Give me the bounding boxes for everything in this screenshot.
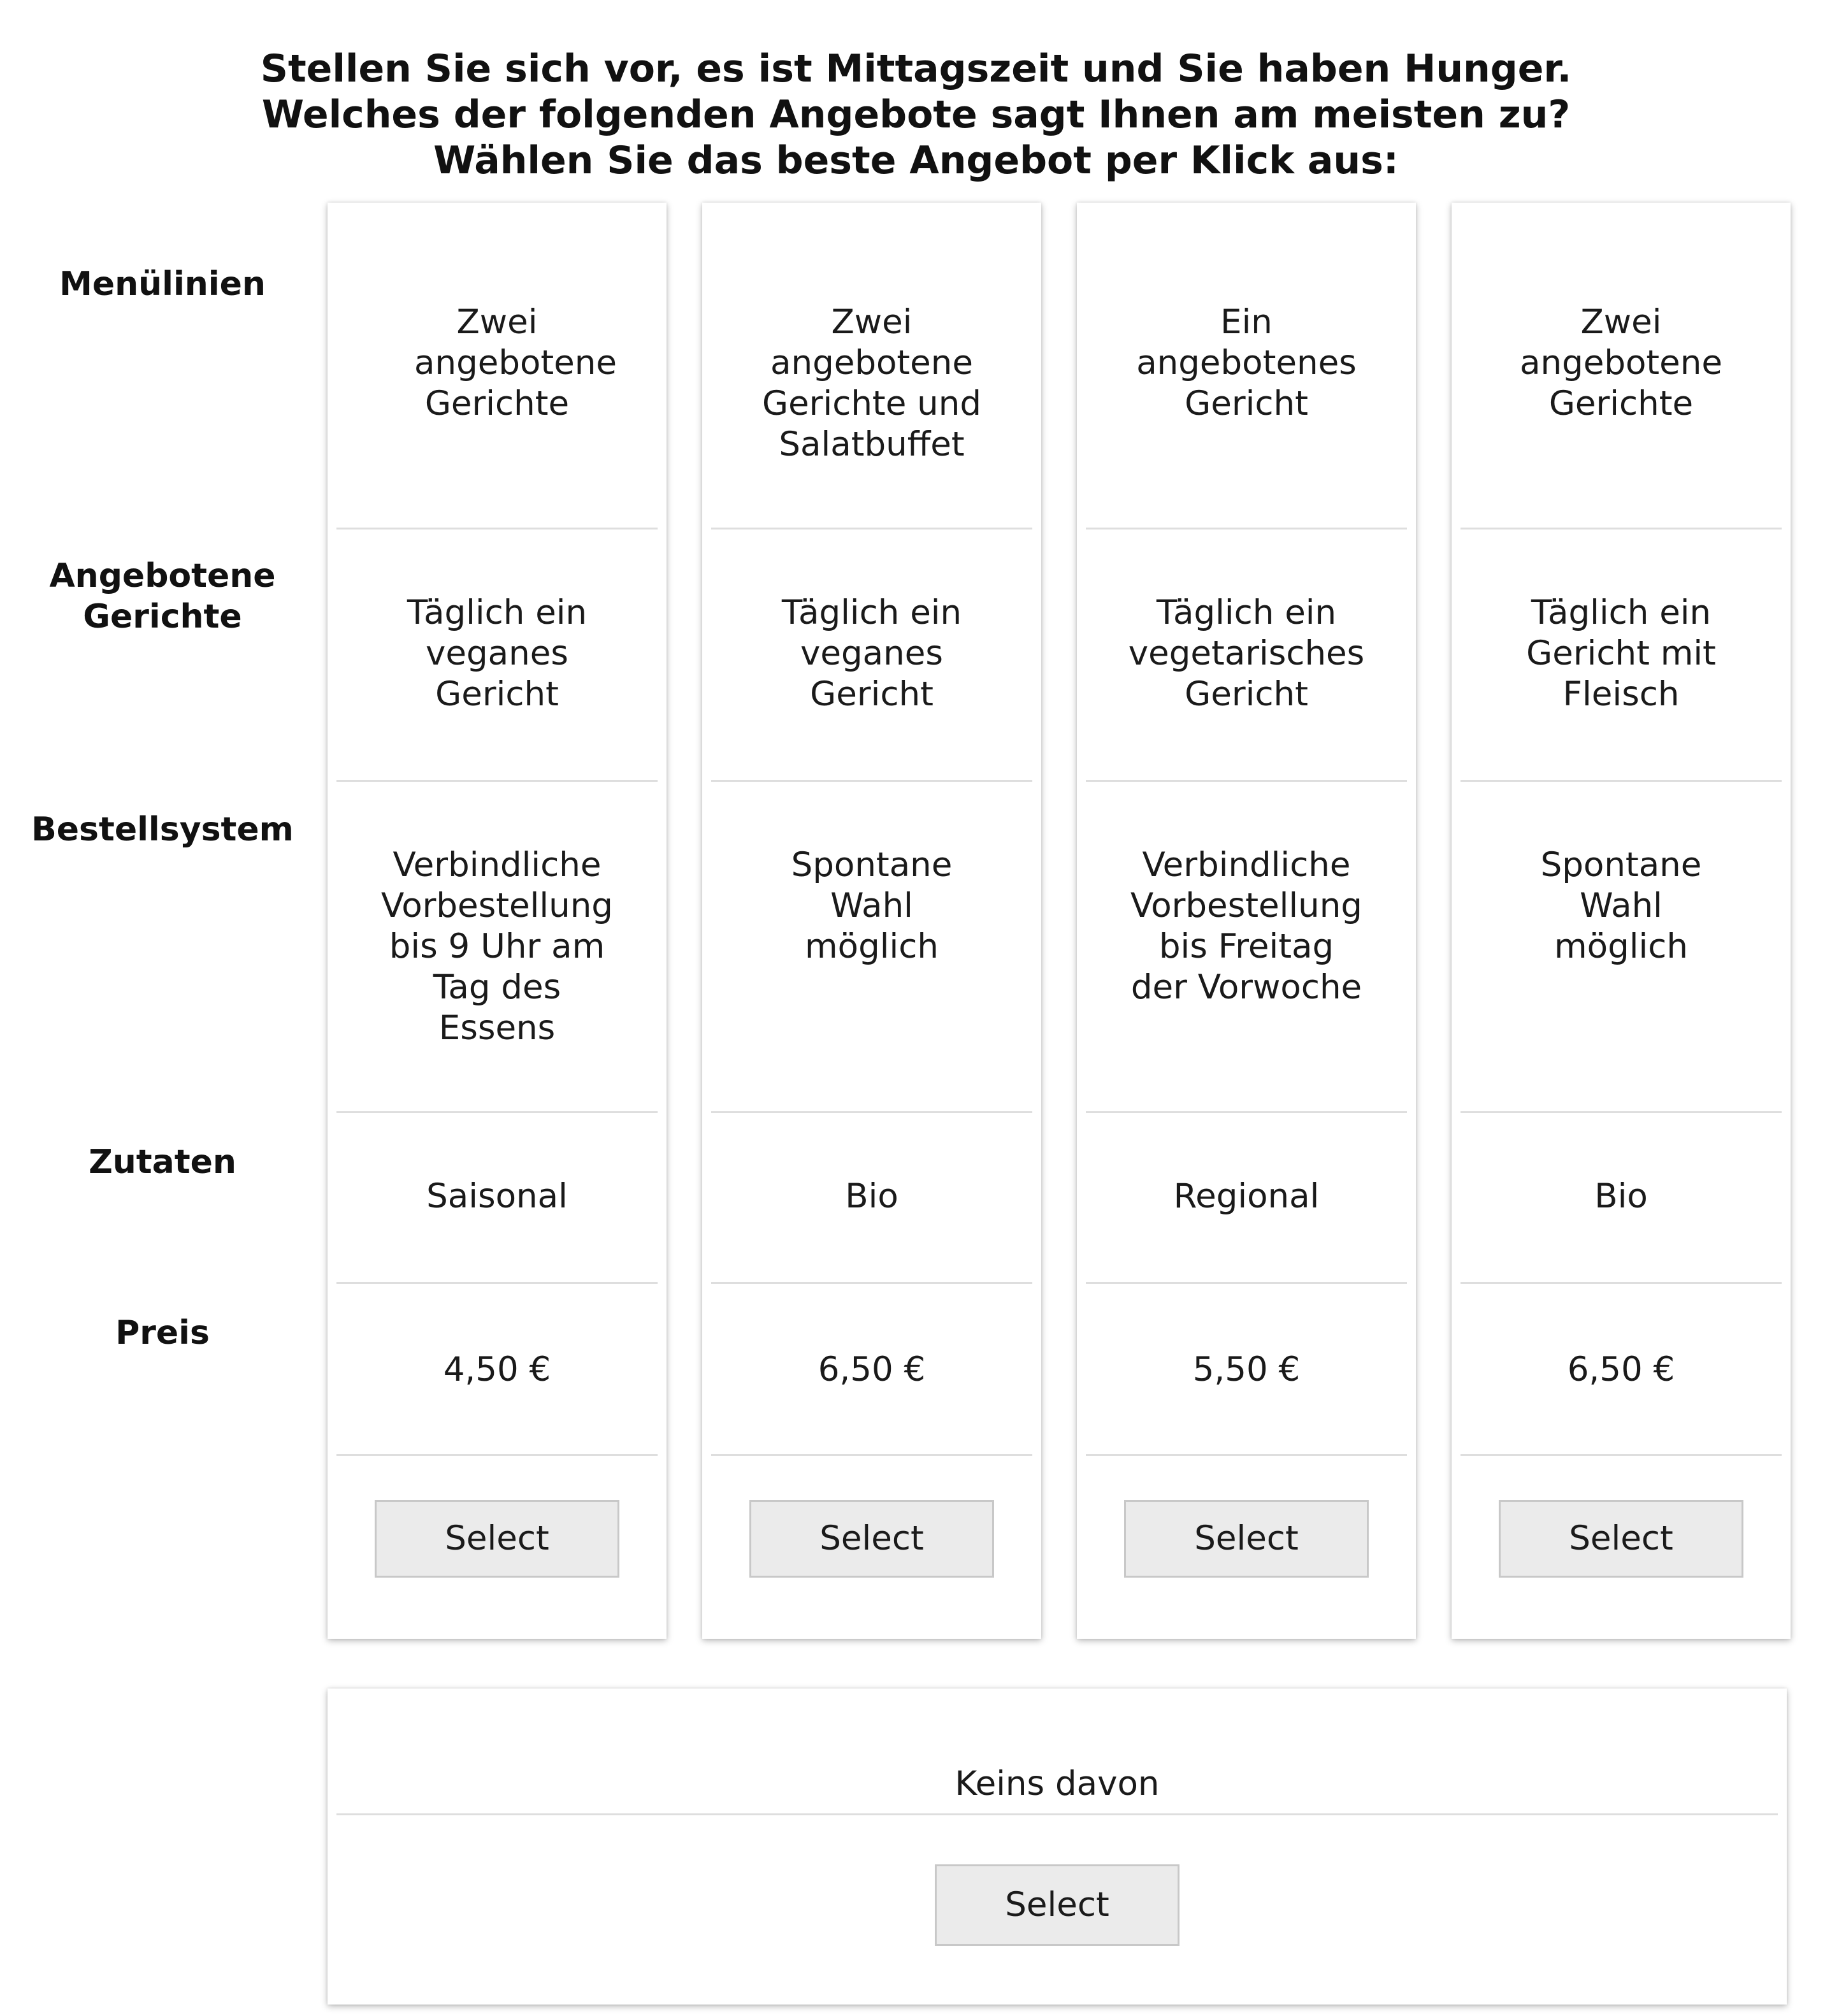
select-option-1-button[interactable]: Select <box>375 1500 619 1578</box>
ordering-value: Verbindliche Vorbestellung bis 9 Uhr am Tag des Essens <box>381 846 613 1048</box>
divider <box>336 1111 658 1113</box>
question-line: Stellen Sie sich vor, es ist Mittagszeit und Sie haben Hunger. <box>260 47 1572 91</box>
price-value: 6,50 € <box>1567 1350 1675 1389</box>
dishes-value: Täglich ein Gericht mit Fleisch <box>1526 593 1716 714</box>
menu-lines-value: Zwei angebotene Gerichte <box>414 303 617 423</box>
ingredients-value: Bio <box>1594 1177 1648 1216</box>
divider <box>336 780 658 782</box>
option-card-4 <box>1452 203 1791 1639</box>
none-option-label: Keins davon <box>955 1764 1160 1803</box>
menu-lines-value: Ein angebotenes Gericht <box>1136 303 1357 423</box>
divider <box>336 528 658 529</box>
attribute-label-dishes: Angebotene Gerichte <box>49 557 276 636</box>
divider <box>1086 780 1407 782</box>
divider <box>711 780 1032 782</box>
attribute-label-ingredients: Zutaten <box>89 1143 236 1181</box>
divider <box>336 1282 658 1284</box>
ordering-value: Spontane Wahl möglich <box>791 846 953 966</box>
dishes-value: Täglich ein veganes Gericht <box>407 593 588 714</box>
price-value: 5,50 € <box>1192 1350 1301 1389</box>
question-text <box>0 46 1832 184</box>
ordering-value: Verbindliche Vorbestellung bis Freitag der Vorwoche <box>1130 846 1362 1007</box>
divider <box>1086 1111 1407 1113</box>
price-value: 6,50 € <box>818 1350 926 1389</box>
divider <box>1086 1454 1407 1456</box>
divider <box>336 1454 658 1456</box>
divider <box>1461 1282 1782 1284</box>
divider <box>1461 1454 1782 1456</box>
menu-lines-value: Zwei angebotene Gerichte und Salatbuffet <box>762 303 981 464</box>
divider <box>1461 528 1782 529</box>
divider <box>1086 1282 1407 1284</box>
select-option-2-button[interactable]: Select <box>749 1500 994 1578</box>
dishes-value: Täglich ein vegetarisches Gericht <box>1128 593 1365 714</box>
divider <box>711 1111 1032 1113</box>
price-value: 4,50 € <box>443 1350 551 1389</box>
divider <box>711 1454 1032 1456</box>
divider <box>1461 780 1782 782</box>
divider <box>1461 1111 1782 1113</box>
divider <box>336 1813 1778 1815</box>
divider <box>711 1282 1032 1284</box>
none-option-card <box>328 1688 1787 2005</box>
select-option-4-button[interactable]: Select <box>1499 1500 1743 1578</box>
question-line: Welches der folgenden Angebote sagt Ihnen am meisten zu? <box>261 92 1571 137</box>
divider <box>1086 528 1407 529</box>
ingredients-value: Regional <box>1173 1177 1320 1216</box>
question-line: Wählen Sie das beste Angebot per Klick aus: <box>433 138 1399 183</box>
divider <box>711 528 1032 529</box>
menu-lines-value: Zwei angebotene Gerichte <box>1520 303 1722 423</box>
ingredients-value: Saisonal <box>426 1177 568 1216</box>
ordering-value: Spontane Wahl möglich <box>1540 846 1702 966</box>
select-none-button[interactable]: Select <box>935 1864 1179 1946</box>
attribute-label-ordering-system: Bestellsystem <box>31 810 294 849</box>
option-card-2 <box>702 203 1041 1639</box>
dishes-value: Täglich ein veganes Gericht <box>781 593 962 714</box>
option-card-1 <box>328 203 667 1639</box>
ingredients-value: Bio <box>845 1177 898 1216</box>
select-option-3-button[interactable]: Select <box>1124 1500 1369 1578</box>
option-card-3 <box>1077 203 1416 1639</box>
attribute-label-price: Preis <box>115 1314 210 1352</box>
attribute-label-menu-lines: Menülinien <box>59 265 266 303</box>
